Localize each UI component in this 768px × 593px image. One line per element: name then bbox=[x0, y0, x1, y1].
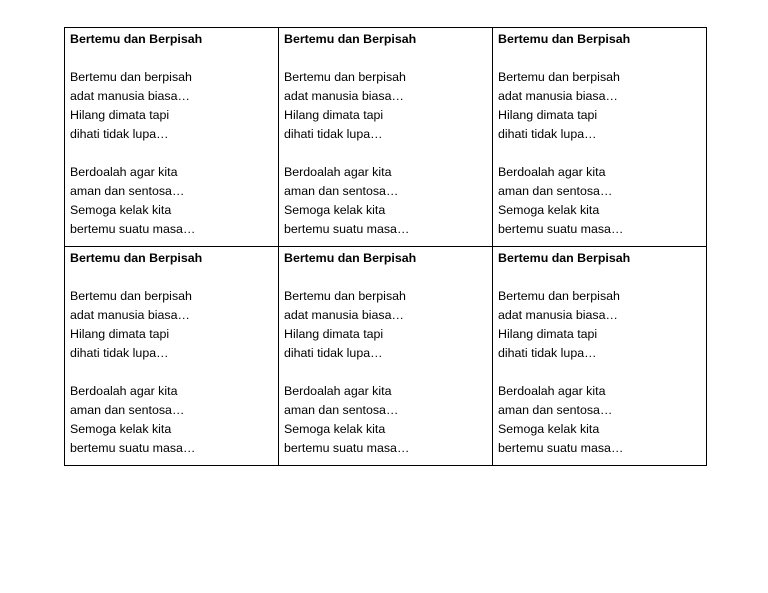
poem-line: dihati tidak lupa… bbox=[70, 127, 169, 141]
poem-line: Berdoalah agar kita bbox=[498, 384, 606, 398]
poem-line: Hilang dimata tapi bbox=[70, 108, 170, 122]
stanza-gap bbox=[284, 144, 492, 163]
poem-line: aman dan sentosa… bbox=[70, 184, 185, 198]
poem-line: Bertemu dan berpisah bbox=[498, 289, 620, 303]
poem-line: adat manusia biasa… bbox=[498, 89, 618, 103]
poem-line: Berdoalah agar kita bbox=[70, 165, 178, 179]
poem-line: Bertemu dan berpisah bbox=[284, 70, 406, 84]
poem-line: adat manusia biasa… bbox=[498, 308, 618, 322]
poem-line: Berdoalah agar kita bbox=[498, 165, 606, 179]
stanza-gap bbox=[284, 49, 492, 68]
poem-line: dihati tidak lupa… bbox=[498, 346, 597, 360]
poem-line: Hilang dimata tapi bbox=[70, 327, 170, 341]
poem-line: adat manusia biasa… bbox=[70, 89, 190, 103]
poem-title: Bertemu dan Berpisah bbox=[70, 251, 203, 265]
stanza-gap bbox=[284, 363, 492, 382]
poem-title: Bertemu dan Berpisah bbox=[498, 251, 631, 265]
stanza-gap bbox=[498, 268, 706, 287]
poem-line: bertemu suatu masa… bbox=[498, 441, 624, 455]
poem-card bbox=[279, 28, 493, 247]
poem-card-content bbox=[493, 247, 706, 458]
poem-line: Hilang dimata tapi bbox=[284, 327, 384, 341]
poem-line: Semoga kelak kita bbox=[498, 422, 600, 436]
grid-row bbox=[65, 28, 707, 247]
poem-card-content bbox=[65, 247, 278, 458]
poem-title: Bertemu dan Berpisah bbox=[284, 32, 417, 46]
poem-line: Hilang dimata tapi bbox=[498, 108, 598, 122]
poem-card bbox=[65, 247, 279, 466]
poem-line: Hilang dimata tapi bbox=[284, 108, 384, 122]
poem-line: Hilang dimata tapi bbox=[498, 327, 598, 341]
poem-line: bertemu suatu masa… bbox=[284, 222, 410, 236]
poem-line: Berdoalah agar kita bbox=[70, 384, 178, 398]
stanza-gap bbox=[70, 363, 278, 382]
poem-line: Semoga kelak kita bbox=[70, 203, 172, 217]
poem-card bbox=[65, 28, 279, 247]
poem-card-grid bbox=[64, 27, 707, 466]
poem-line: aman dan sentosa… bbox=[70, 403, 185, 417]
poem-line: aman dan sentosa… bbox=[498, 403, 613, 417]
poem-card bbox=[493, 28, 707, 247]
poem-line: bertemu suatu masa… bbox=[70, 441, 196, 455]
poem-card-content bbox=[65, 28, 278, 239]
poem-line: Semoga kelak kita bbox=[284, 422, 386, 436]
poem-line: Berdoalah agar kita bbox=[284, 384, 392, 398]
poem-line: Berdoalah agar kita bbox=[284, 165, 392, 179]
stanza-gap bbox=[498, 49, 706, 68]
poem-line: bertemu suatu masa… bbox=[70, 222, 196, 236]
poem-line: bertemu suatu masa… bbox=[284, 441, 410, 455]
stanza-gap bbox=[284, 268, 492, 287]
poem-title: Bertemu dan Berpisah bbox=[70, 32, 203, 46]
poem-line: adat manusia biasa… bbox=[284, 308, 404, 322]
stanza-gap bbox=[498, 363, 706, 382]
poem-line: aman dan sentosa… bbox=[284, 403, 399, 417]
poem-line: bertemu suatu masa… bbox=[498, 222, 624, 236]
poem-line: Bertemu dan berpisah bbox=[284, 289, 406, 303]
stanza-gap bbox=[70, 268, 278, 287]
stanza-gap bbox=[498, 144, 706, 163]
poem-title: Bertemu dan Berpisah bbox=[284, 251, 417, 265]
poem-card bbox=[279, 247, 493, 466]
poem-card-content bbox=[279, 247, 492, 458]
poem-line: Semoga kelak kita bbox=[498, 203, 600, 217]
poem-line: dihati tidak lupa… bbox=[70, 346, 169, 360]
stanza-gap bbox=[70, 49, 278, 68]
poem-line: Bertemu dan berpisah bbox=[70, 289, 192, 303]
poem-line: Semoga kelak kita bbox=[284, 203, 386, 217]
poem-card bbox=[493, 247, 707, 466]
poem-line: dihati tidak lupa… bbox=[284, 127, 383, 141]
poem-line: aman dan sentosa… bbox=[498, 184, 613, 198]
poem-title: Bertemu dan Berpisah bbox=[498, 32, 631, 46]
poem-line: Bertemu dan berpisah bbox=[70, 70, 192, 84]
poem-line: adat manusia biasa… bbox=[284, 89, 404, 103]
poem-line: Semoga kelak kita bbox=[70, 422, 172, 436]
poem-card-content bbox=[279, 28, 492, 239]
poem-card-content bbox=[493, 28, 706, 239]
grid-row bbox=[65, 247, 707, 466]
stanza-gap bbox=[70, 144, 278, 163]
poem-line: aman dan sentosa… bbox=[284, 184, 399, 198]
poem-line: dihati tidak lupa… bbox=[284, 346, 383, 360]
poem-line: adat manusia biasa… bbox=[70, 308, 190, 322]
poem-line: Bertemu dan berpisah bbox=[498, 70, 620, 84]
poem-line: dihati tidak lupa… bbox=[498, 127, 597, 141]
